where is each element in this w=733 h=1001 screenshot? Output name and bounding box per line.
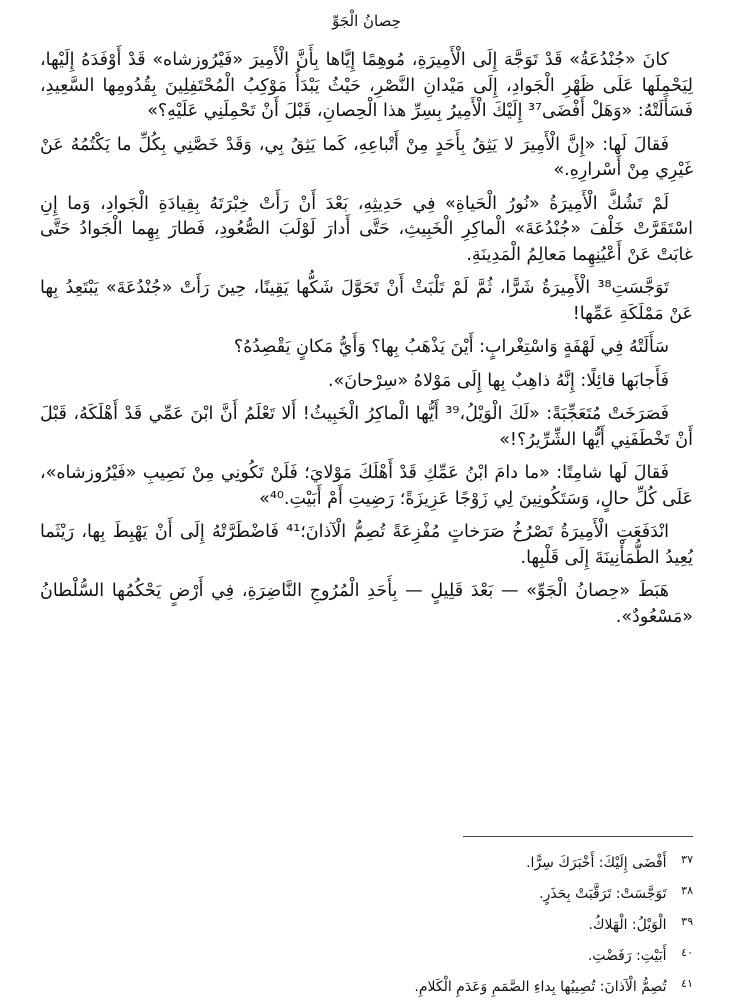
paragraph-10: هَبَطَ «حِصانُ الْجَوِّ» — بَعْدَ قَلِيلٍ — بِأَحَدِ الْمُرُوجِ النَّاضِرَةِ، فِي أَرْضٍ يَحْكُمُها السُّلْطانُ «مَسْعُودٌ». bbox=[40, 581, 693, 627]
footnote-number: ٤١ bbox=[681, 977, 693, 990]
footnote-number: ٤٠ bbox=[681, 946, 693, 959]
footnote-37 bbox=[40, 846, 693, 877]
footnote-divider bbox=[463, 836, 693, 837]
paragraph-2: فَقالَ لَها: «إِنَّ الْأَمِيرَ لا يَثِقُ بِأَحَدٍ مِنْ أَتْباعِهِ، كَما يَثِقُ بِي، وَقَدْ خَصَّنِي بِكُلِّ ما يَكْتُمُهُ عَنْ غَيْرِي مِنْ أَسْرارِهِ.» bbox=[40, 134, 693, 180]
footnote-text: أَفْضَى إِلَيْكَ: أَخْبَرَكَ سِرًّا. bbox=[526, 855, 667, 871]
paragraph-5: سَأَلَتْهُ فِي لَهْفَةٍ وَاسْتِغْرابٍ: أَيْنَ يَذْهَبُ بِها؟ وَأَيُّ مَكانٍ يَقْصِدُهُ؟ bbox=[233, 337, 669, 357]
paragraph-1: كانَ «جُنْدُعَةُ» قَدْ تَوَجَّهَ إِلَى الْأَمِيرَةِ، مُوهِمًا إِيَّاها بِأَنَّ الْأَمِيرَ «فَيْرُوزشاه» قَدْ أَوْفَدَهُ إِلَيْها، لِيَحْمِلَها عَلَى ظَهْرِ الْجَوادِ، إِلَى مَيْدانِ النَّصْرِ، حَيْثُ يَبْدَأُ مَوْكِبُ الْمُحْتَفِلِينَ بِقُدُومِها السَّعِيدِ، فَسَأَلَتْهُ: «وَهَلْ أَفْضَى³⁷ إِلَيْكَ الْأَمِيرُ بِسِرِّ هذا الْحِصانِ، قَبْلَ أَنْ تَحْمِلَنِي عَلَيْهِ؟» bbox=[40, 50, 693, 121]
footnote-39 bbox=[40, 908, 693, 939]
footnote-text: تُصِمُّ الْآذانَ: تُصِيبُها بِداءِ الصَّمَمِ وَعَدَمِ الْكَلامِ. bbox=[414, 979, 667, 995]
paragraph-3: لَمْ تَشُكَّ الْأَمِيرَةُ «نُورُ الْحَياةِ» فِي حَدِيثِهِ، بَعْدَ أَنْ رَأَتْ خِبْرَتَهُ بِقِيادَةِ الْجَوادِ، وَما إِنِ اسْتَقَرَّتْ خَلْفَ «جُنْدُعَةَ» الْماكِرِ الْخَبِيثِ، حَتَّى أَدارَ لَوْلَبَ الصُّعُودِ، فَطارَ بِهِما الْجَوادُ حَتَّى غابَتْ عَنْ أَعْيُنِهِما مَعالِمُ الْمَدِينَةِ. bbox=[40, 193, 693, 265]
story-body bbox=[40, 48, 693, 638]
footnote-text: الْوَيْلُ: الْهَلاكُ. bbox=[588, 917, 667, 933]
paragraph-4: تَوَجَّسَتِ³⁸ الْأَمِيرَةُ شَرًّا، ثُمَّ لَمْ تَلْبَثْ أَنْ تَحَوَّلَ شَكُّها يَقِينًا، حِينَ رَأَتْ «جُنْدُعَةَ» يَبْتَعِدُ بِها عَنْ مَمْلَكَةِ عَمِّها! bbox=[40, 278, 693, 324]
footnote-text: تَوَجَّسَتْ: تَرَقَّبَتْ بِحَذَرٍ. bbox=[539, 886, 667, 902]
paragraph-9: انْدَفَعَتِ الْأَمِيرَةُ تَصْرُخُ صَرَخاتٍ مُفْزِعَةً تُصِمُّ الْآذانَ؛⁴¹ فَاضْطَرَّتْهُ إِلَى أَنْ يَهْبِطَ بِها، رَيْثَما يُعِيدُ الطُّمَأْنِينَةَ إِلَى قَلْبِها. bbox=[40, 522, 693, 568]
paragraph-7: فَصَرَخَتْ مُتَعَجِّبَةً: «لَكَ الْوَيْلُ،³⁹ أَيُّها الْماكِرُ الْخَبِيثُ! أَلا تَعْلَمُ أَنَّ ابْنَ عَمِّي قَدْ أَهْلَكَهُ، قَبْلَ أَنْ تَخْطَفَنِي أَيُّها الشِّرِّيرُ؟!» bbox=[40, 404, 693, 450]
footnote-number: ٣٨ bbox=[681, 884, 693, 897]
footnote-38 bbox=[40, 877, 693, 908]
footnotes bbox=[40, 846, 693, 1001]
footnote-number: ٣٩ bbox=[681, 915, 693, 928]
paragraph-8: فَقالَ لَها شامِتًا: «ما دامَ ابْنُ عَمِّكِ قَدْ أَهْلَكَ مَوْلايَ؛ فَلَنْ تَكُونِي مِنْ نَصِيبِ «فَيْرُوزشاه»، عَلَى كُلِّ حالٍ، وَسَتَكُونِينَ لِي زَوْجًا عَزِيزَةً؛ رَضِيتِ أَمْ أَبَيْتِ.⁴⁰» bbox=[40, 463, 693, 509]
paragraph-6: فَأَجابَها قائِلًا: إِنَّهُ ذاهِبٌ بِها إِلَى مَوْلاهُ «سِرْحانَ». bbox=[327, 370, 669, 391]
footnote-41 bbox=[40, 970, 693, 1001]
footnote-text: أَبَيْتِ: رَفَضْتِ. bbox=[587, 948, 667, 964]
running-title: حِصانُ الْجَوِّ bbox=[332, 12, 401, 30]
footnote-number: ٣٧ bbox=[681, 853, 693, 866]
footnote-40 bbox=[40, 939, 693, 970]
